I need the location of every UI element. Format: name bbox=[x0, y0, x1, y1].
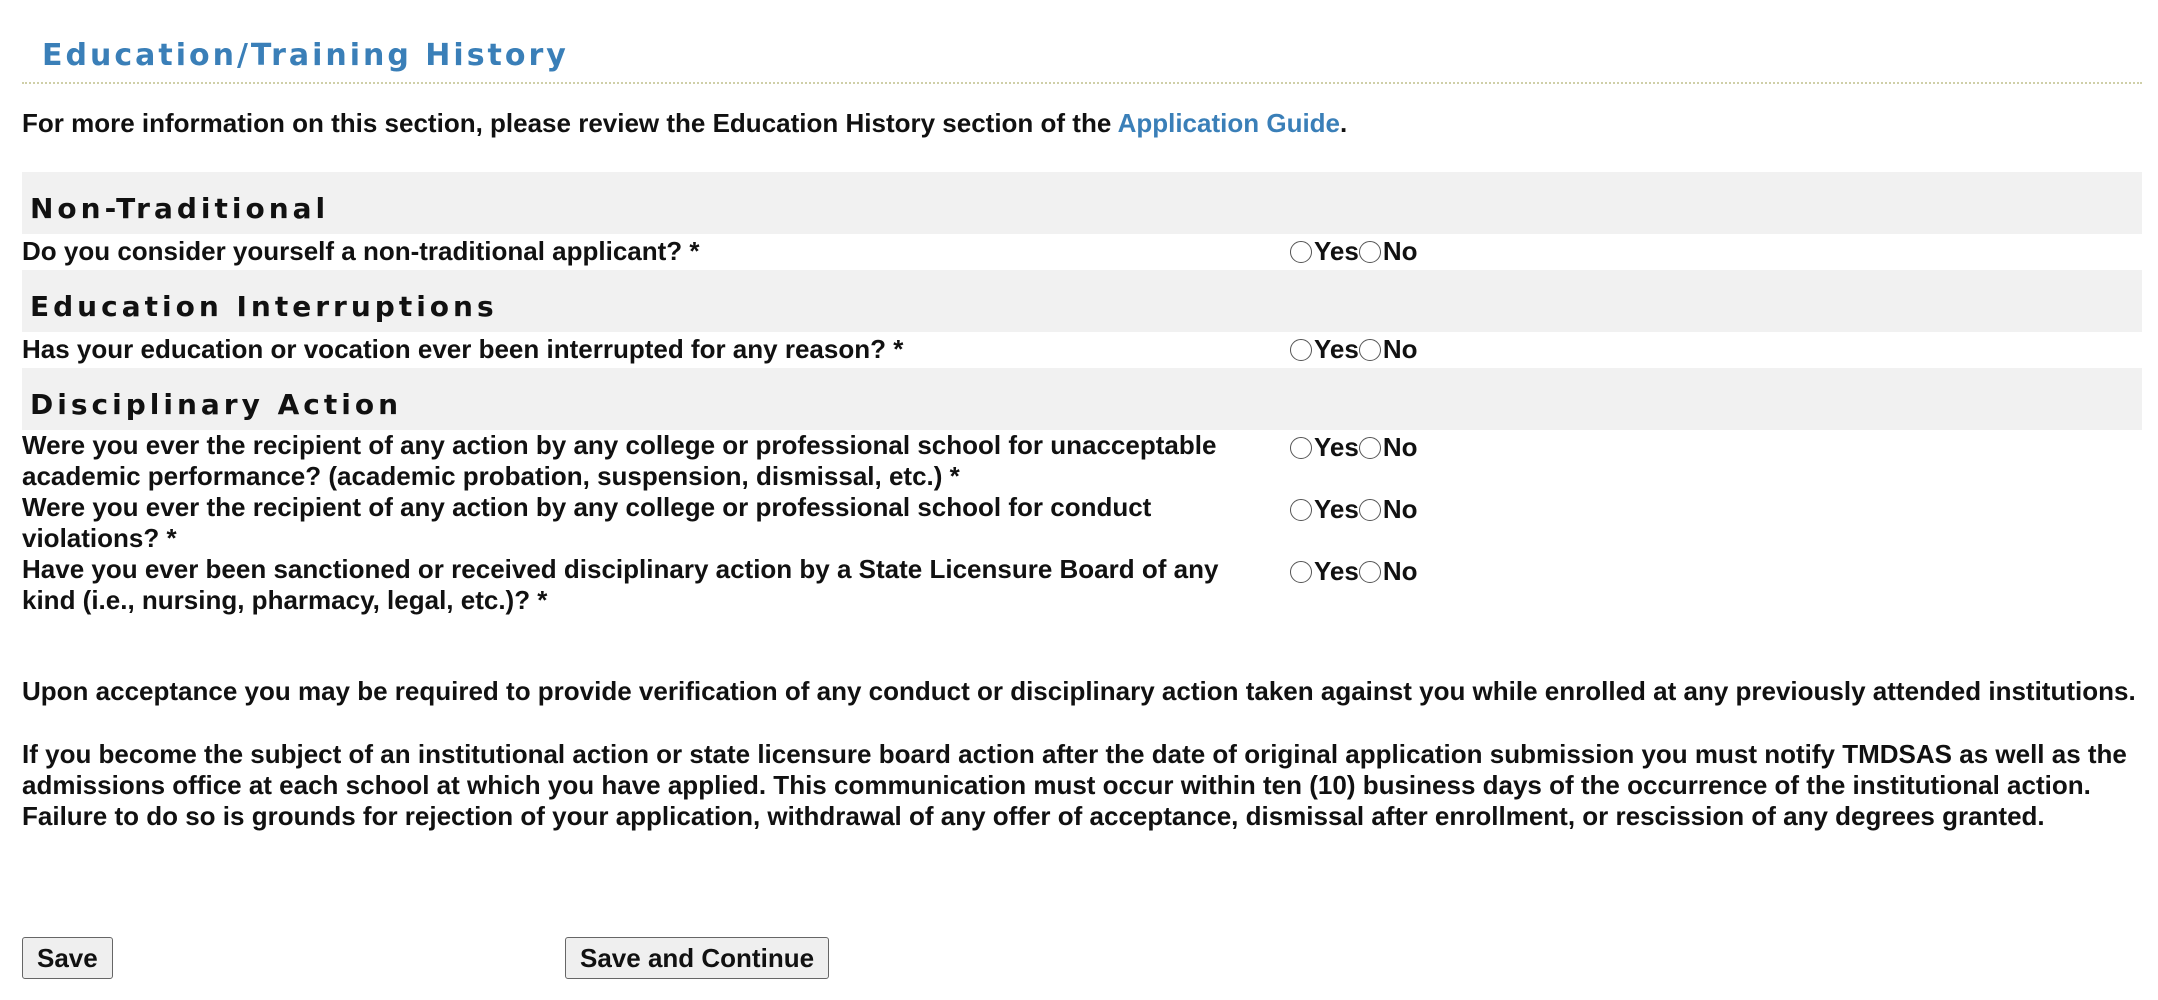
radio-yes-conduct-violations[interactable] bbox=[1290, 499, 1312, 521]
radio-group-non-traditional bbox=[1290, 236, 1418, 267]
question-licensure-board: Have you ever been sanctioned or received disciplinary action by a State Licensure Board of any kind (i.e., nursing, pharmacy, legal, etc.)? * bbox=[22, 554, 1219, 615]
radio-group-interruptions bbox=[1290, 334, 1418, 365]
radio-group-conduct-violations bbox=[1290, 494, 1418, 525]
intro-suffix: . bbox=[1340, 108, 1348, 138]
question-row-conduct-violations bbox=[22, 492, 2142, 554]
radio-group-licensure-board bbox=[1290, 556, 1418, 587]
section-header-education-interruptions: Education Interruptions bbox=[22, 270, 2142, 332]
radio-yes-academic-action[interactable] bbox=[1290, 437, 1312, 459]
question-sections bbox=[22, 172, 2142, 616]
page-content bbox=[22, 0, 2142, 832]
radio-no-label: No bbox=[1382, 334, 1418, 364]
application-guide-link[interactable]: Application Guide bbox=[1117, 108, 1341, 138]
intro-prefix: For more information on this section, please review the Education History section of the bbox=[22, 108, 1118, 138]
radio-yes-non-traditional[interactable] bbox=[1290, 241, 1312, 263]
intro-text bbox=[22, 84, 2142, 152]
question-academic-action: Were you ever the recipient of any action by any college or professional school for unacceptable academic performance? (academic probation, suspension, dismissal, etc.) * bbox=[22, 430, 1217, 491]
question-non-traditional: Do you consider yourself a non-traditional applicant? * bbox=[22, 236, 700, 266]
radio-yes-label: Yes bbox=[1314, 494, 1359, 524]
radio-yes-label: Yes bbox=[1314, 556, 1359, 586]
save-button[interactable]: Save bbox=[22, 937, 113, 979]
radio-no-licensure-board[interactable] bbox=[1359, 561, 1381, 583]
radio-yes-label: Yes bbox=[1314, 334, 1359, 364]
radio-no-interruptions[interactable] bbox=[1359, 339, 1381, 361]
radio-yes-interruptions[interactable] bbox=[1290, 339, 1312, 361]
section-header-disciplinary-action: Disciplinary Action bbox=[22, 368, 2142, 430]
page-title: Education/Training History bbox=[42, 38, 569, 73]
section-header-non-traditional: Non-Traditional bbox=[22, 172, 2142, 234]
question-row-academic-action bbox=[22, 430, 2142, 492]
notification-notice: If you become the subject of an institutional action or state licensure board action after the date of original application submission you must notify TMDSAS as well as the admissions office at each school at which you have applied. This communication must occur within ten (10) business days of the occurrence of the institutional action. Failure to do so is grounds for rejection of your application, withdrawal of any offer of acceptance, dismissal after enrollment, or rescission of any degrees granted. bbox=[22, 739, 2127, 831]
radio-group-academic-action bbox=[1290, 432, 1418, 463]
radio-yes-label: Yes bbox=[1314, 432, 1359, 462]
radio-no-non-traditional[interactable] bbox=[1359, 241, 1381, 263]
radio-no-academic-action[interactable] bbox=[1359, 437, 1381, 459]
radio-no-label: No bbox=[1382, 432, 1418, 462]
verification-notice: Upon acceptance you may be required to provide verification of any conduct or disciplinary action taken against you while enrolled at any previously attended institutions. bbox=[22, 676, 2136, 706]
question-interruptions: Has your education or vocation ever been interrupted for any reason? * bbox=[22, 334, 904, 364]
radio-no-conduct-violations[interactable] bbox=[1359, 499, 1381, 521]
question-row-licensure-board bbox=[22, 554, 2142, 616]
radio-no-label: No bbox=[1382, 556, 1418, 586]
save-and-continue-button[interactable]: Save and Continue bbox=[565, 937, 829, 979]
radio-yes-label: Yes bbox=[1314, 236, 1359, 266]
radio-no-label: No bbox=[1382, 236, 1418, 266]
question-conduct-violations: Were you ever the recipient of any action by any college or professional school for conduct violations? * bbox=[22, 492, 1152, 553]
radio-no-label: No bbox=[1382, 494, 1418, 524]
question-row-interruptions bbox=[22, 332, 2142, 368]
radio-yes-licensure-board[interactable] bbox=[1290, 561, 1312, 583]
question-row-non-traditional bbox=[22, 234, 2142, 270]
